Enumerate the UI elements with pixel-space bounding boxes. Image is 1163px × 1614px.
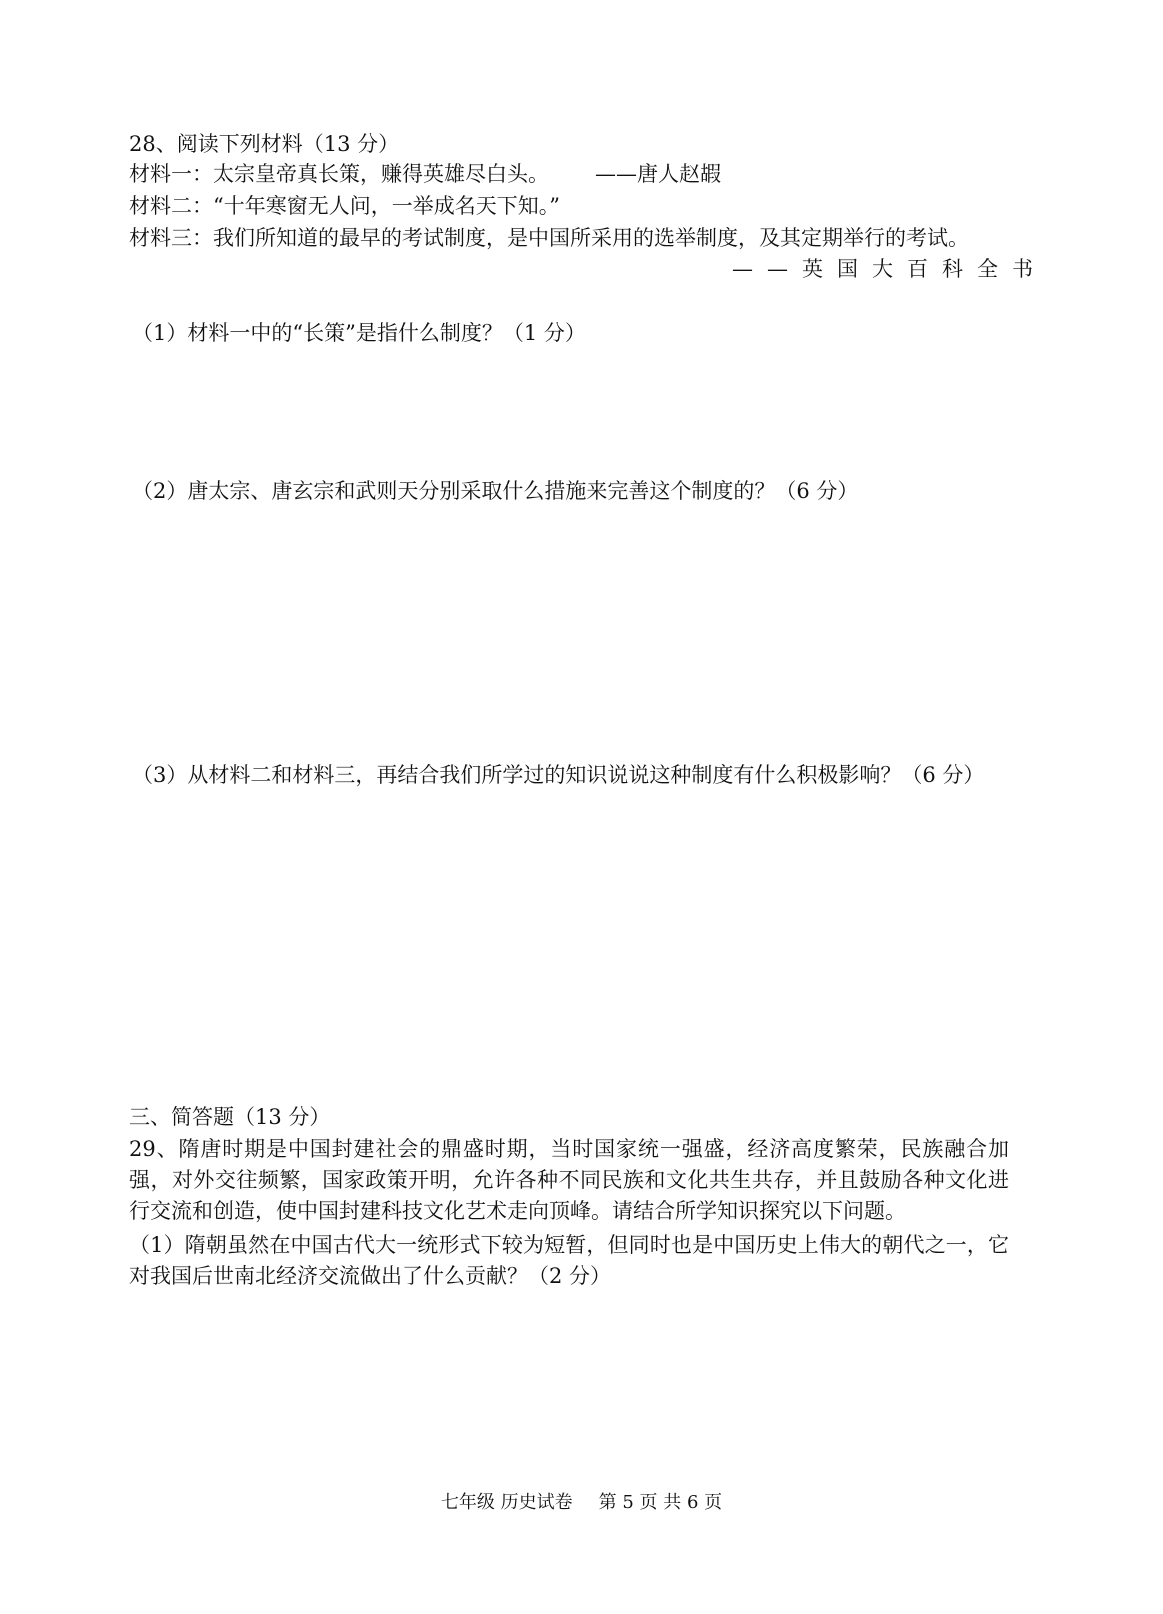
- q29-stem: 29、隋唐时期是中国封建社会的鼎盛时期，当时国家统一强盛，经济高度繁荣，民族融合加强，对外交往频繁，国家政策开明，允许各种不同民族和文化共生共存，并且鼓励各种文化进行交流和创造，使中国封建科技文化艺术走向顶峰。请结合所学知识探究以下问题。: [129, 1137, 1009, 1223]
- q28-material-3: 材料三：我们所知道的最早的考试制度，是中国所采用的选举制度，及其定期举行的考试。: [129, 226, 969, 250]
- footer-page-number: 第 5 页 共 6 页: [598, 1492, 723, 1513]
- q28-material-1: [129, 160, 721, 188]
- page-footer: [0, 1491, 1163, 1515]
- q28-sub-question-1: （1）材料一中的“长策”是指什么制度？（1 分）: [132, 321, 586, 345]
- q28-sub-question-2: （2）唐太宗、唐玄宗和武则天分别采取什么措施来完善这个制度的？（6 分）: [132, 479, 859, 503]
- q28-sub-question-3: （3）从材料二和材料三，再结合我们所学过的知识说说这种制度有什么积极影响？（6 分）: [132, 763, 985, 787]
- q29-sub-question-1: （1）隋朝虽然在中国古代大一统形式下较为短暂，但同时也是中国历史上伟大的朝代之一，它对我国后世南北经济交流做出了什么贡献？（2 分）: [129, 1233, 1009, 1288]
- q28-material-2: 材料二：“十年寒窗无人问，一举成名天下知。”: [129, 194, 560, 218]
- section-3-title: 三、简答题（13 分）: [129, 1105, 331, 1129]
- q28-title: 28、阅读下列材料（13 分）: [129, 132, 400, 156]
- material-1-text: 材料一：太宗皇帝真长策，赚得英雄尽白头。: [129, 162, 549, 186]
- q28-material-3-source: ——英国大百科全书: [732, 257, 1047, 281]
- material-1-source: ——唐人赵嘏: [595, 162, 721, 186]
- footer-exam-name: 七年级 历史试卷: [440, 1492, 573, 1513]
